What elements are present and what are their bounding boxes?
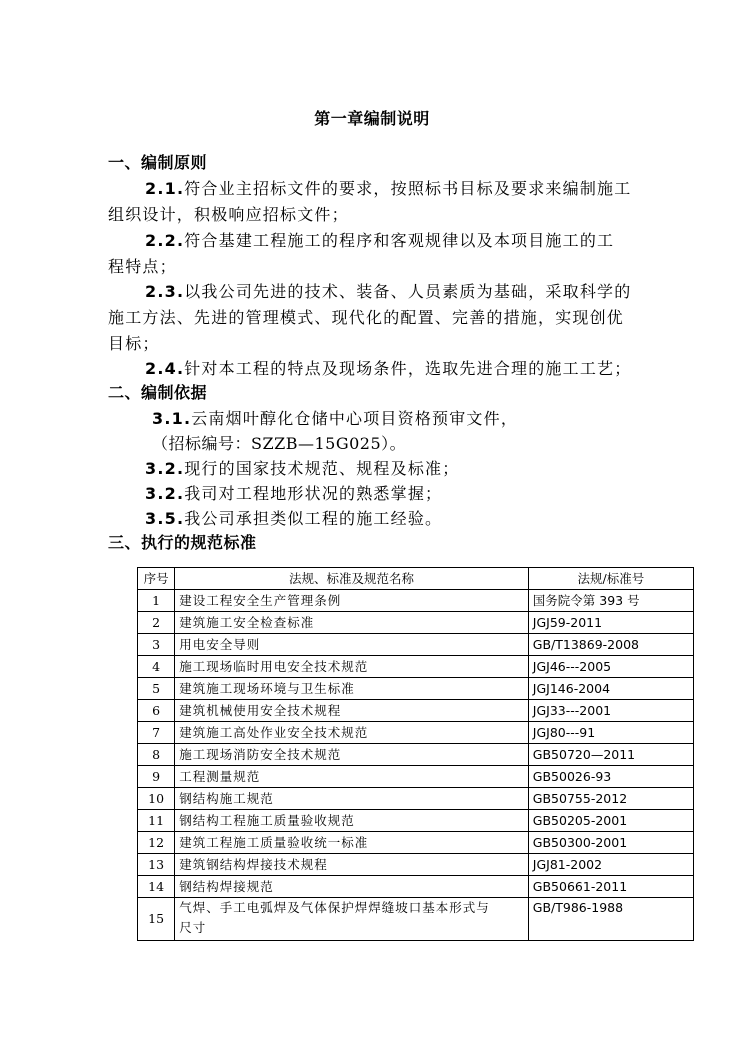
row-name: 钢结构工程施工质量验收规范 (175, 810, 529, 832)
table-row (138, 876, 694, 898)
clause-2-3-line-1 (145, 279, 631, 302)
row-name-line-1: 气焊、手工电弧焊及气体保护焊焊缝坡口基本形式与 (179, 900, 490, 915)
row-code: JGJ59-2011 (528, 612, 693, 634)
clause-text: 以我公司先进的技术、装备、人员素质为基础，采取科学的 (184, 282, 632, 301)
clause-text: 现行的国家技术规范、规程及标准； (184, 459, 460, 478)
table-row (138, 722, 694, 744)
row-no: 8 (138, 744, 175, 766)
row-code: JGJ80---91 (528, 722, 693, 744)
row-no: 10 (138, 788, 175, 810)
row-code: GB50720—2011 (528, 744, 693, 766)
row-name: 建筑钢结构焊接技术规程 (175, 854, 529, 876)
row-no: 2 (138, 612, 175, 634)
row-name: 用电安全导则 (175, 634, 529, 656)
table-row (138, 700, 694, 722)
clause-text: 符合基建工程施工的程序和客观规律以及本项目施工的工 (184, 231, 615, 250)
table-row (138, 590, 694, 612)
row-code: JGJ46---2005 (528, 656, 693, 678)
row-no: 15 (138, 898, 175, 941)
row-code: GB50755-2012 (528, 788, 693, 810)
row-name: 建设工程安全生产管理条例 (175, 590, 529, 612)
row-name-line-2: 尺寸 (179, 920, 207, 935)
header-no: 序号 (138, 568, 175, 590)
row-name: 工程测量规范 (175, 766, 529, 788)
clause-number: 3.2. (145, 459, 185, 478)
clause-text: 我司对工程地形状况的熟悉掌握； (184, 484, 443, 503)
standards-table (137, 567, 694, 941)
clause-text: 云南烟叶醇化仓储中心项目资格预审文件， (191, 409, 519, 428)
clause-text: 我公司承担类似工程的施工经验。 (184, 509, 443, 528)
clause-3-1-line-2: （招标编号：SZZB—15G025）。 (152, 434, 407, 453)
row-code: GB50205-2001 (528, 810, 693, 832)
row-no: 14 (138, 876, 175, 898)
clause-3-2b-line-1 (145, 481, 442, 504)
table-row (138, 612, 694, 634)
header-name: 法规、标准及规范名称 (175, 568, 529, 590)
clause-2-4-line-1 (145, 356, 631, 379)
clause-3-1-line-1 (152, 406, 518, 429)
table-row (138, 854, 694, 876)
table-row (138, 832, 694, 854)
row-no: 1 (138, 590, 175, 612)
row-no: 4 (138, 656, 175, 678)
clause-number: 2.2. (145, 231, 185, 250)
row-no: 5 (138, 678, 175, 700)
section-heading-3: 三、执行的规范标准 (108, 533, 257, 552)
clause-number: 3.5. (145, 509, 185, 528)
row-name: 建筑工程施工质量验收统一标准 (175, 832, 529, 854)
clause-2-3-line-2: 施工方法、先进的管理模式、现代化的配置、完善的措施，实现创优 (108, 308, 625, 327)
row-name: 建筑施工安全检查标准 (175, 612, 529, 634)
clause-3-2-line-1 (145, 456, 459, 479)
clause-3-5-line-1 (145, 506, 442, 529)
table-row (138, 634, 694, 656)
table-header-row (138, 568, 694, 590)
row-code: GB50661-2011 (528, 876, 693, 898)
row-code: GB50300-2001 (528, 832, 693, 854)
clause-number: 2.4. (145, 359, 185, 378)
row-code: GB/T13869-2008 (528, 634, 693, 656)
row-name: 施工现场临时用电安全技术规范 (175, 656, 529, 678)
section-heading-1: 一、编制原则 (108, 153, 208, 172)
table-row (138, 766, 694, 788)
row-no: 3 (138, 634, 175, 656)
header-code: 法规/标准号 (528, 568, 693, 590)
table-row (138, 810, 694, 832)
table-row (138, 678, 694, 700)
chapter-title: 第一章编制说明 (314, 109, 430, 128)
table-row (138, 788, 694, 810)
table-row (138, 656, 694, 678)
row-no: 12 (138, 832, 175, 854)
clause-number: 3.1. (152, 409, 192, 428)
clause-2-2-line-1 (145, 228, 614, 251)
row-no: 9 (138, 766, 175, 788)
table-row (138, 744, 694, 766)
clause-2-1-line-2: 组织设计，积极响应招标文件； (108, 205, 349, 224)
row-no: 13 (138, 854, 175, 876)
row-name: 建筑机械使用安全技术规程 (175, 700, 529, 722)
clause-2-2-line-2: 程特点； (108, 257, 177, 276)
row-code: JGJ33---2001 (528, 700, 693, 722)
row-name: 建筑施工现场环境与卫生标准 (175, 678, 529, 700)
clause-2-1-line-1 (145, 176, 631, 199)
clause-text: 针对本工程的特点及现场条件，选取先进合理的施工工艺； (184, 359, 632, 378)
clause-text: 符合业主招标文件的要求，按照标书目标及要求来编制施工 (184, 179, 632, 198)
row-no: 11 (138, 810, 175, 832)
clause-number: 3.2. (145, 484, 185, 503)
section-heading-2: 二、编制依据 (108, 383, 208, 402)
row-name: 钢结构施工规范 (175, 788, 529, 810)
table-row (138, 898, 694, 941)
row-code: GB50026-93 (528, 766, 693, 788)
row-name: 钢结构焊接规范 (175, 876, 529, 898)
row-name: 建筑施工高处作业安全技术规范 (175, 722, 529, 744)
clause-number: 2.1. (145, 179, 185, 198)
clause-2-3-line-3: 目标； (108, 334, 160, 353)
row-code: GB/T986-1988 (528, 898, 693, 941)
row-name: 施工现场消防安全技术规范 (175, 744, 529, 766)
row-no: 6 (138, 700, 175, 722)
row-code: 国务院令第 393 号 (528, 590, 693, 612)
row-no: 7 (138, 722, 175, 744)
row-name (175, 898, 529, 941)
clause-number: 2.3. (145, 282, 185, 301)
row-code: JGJ146-2004 (528, 678, 693, 700)
row-code: JGJ81-2002 (528, 854, 693, 876)
